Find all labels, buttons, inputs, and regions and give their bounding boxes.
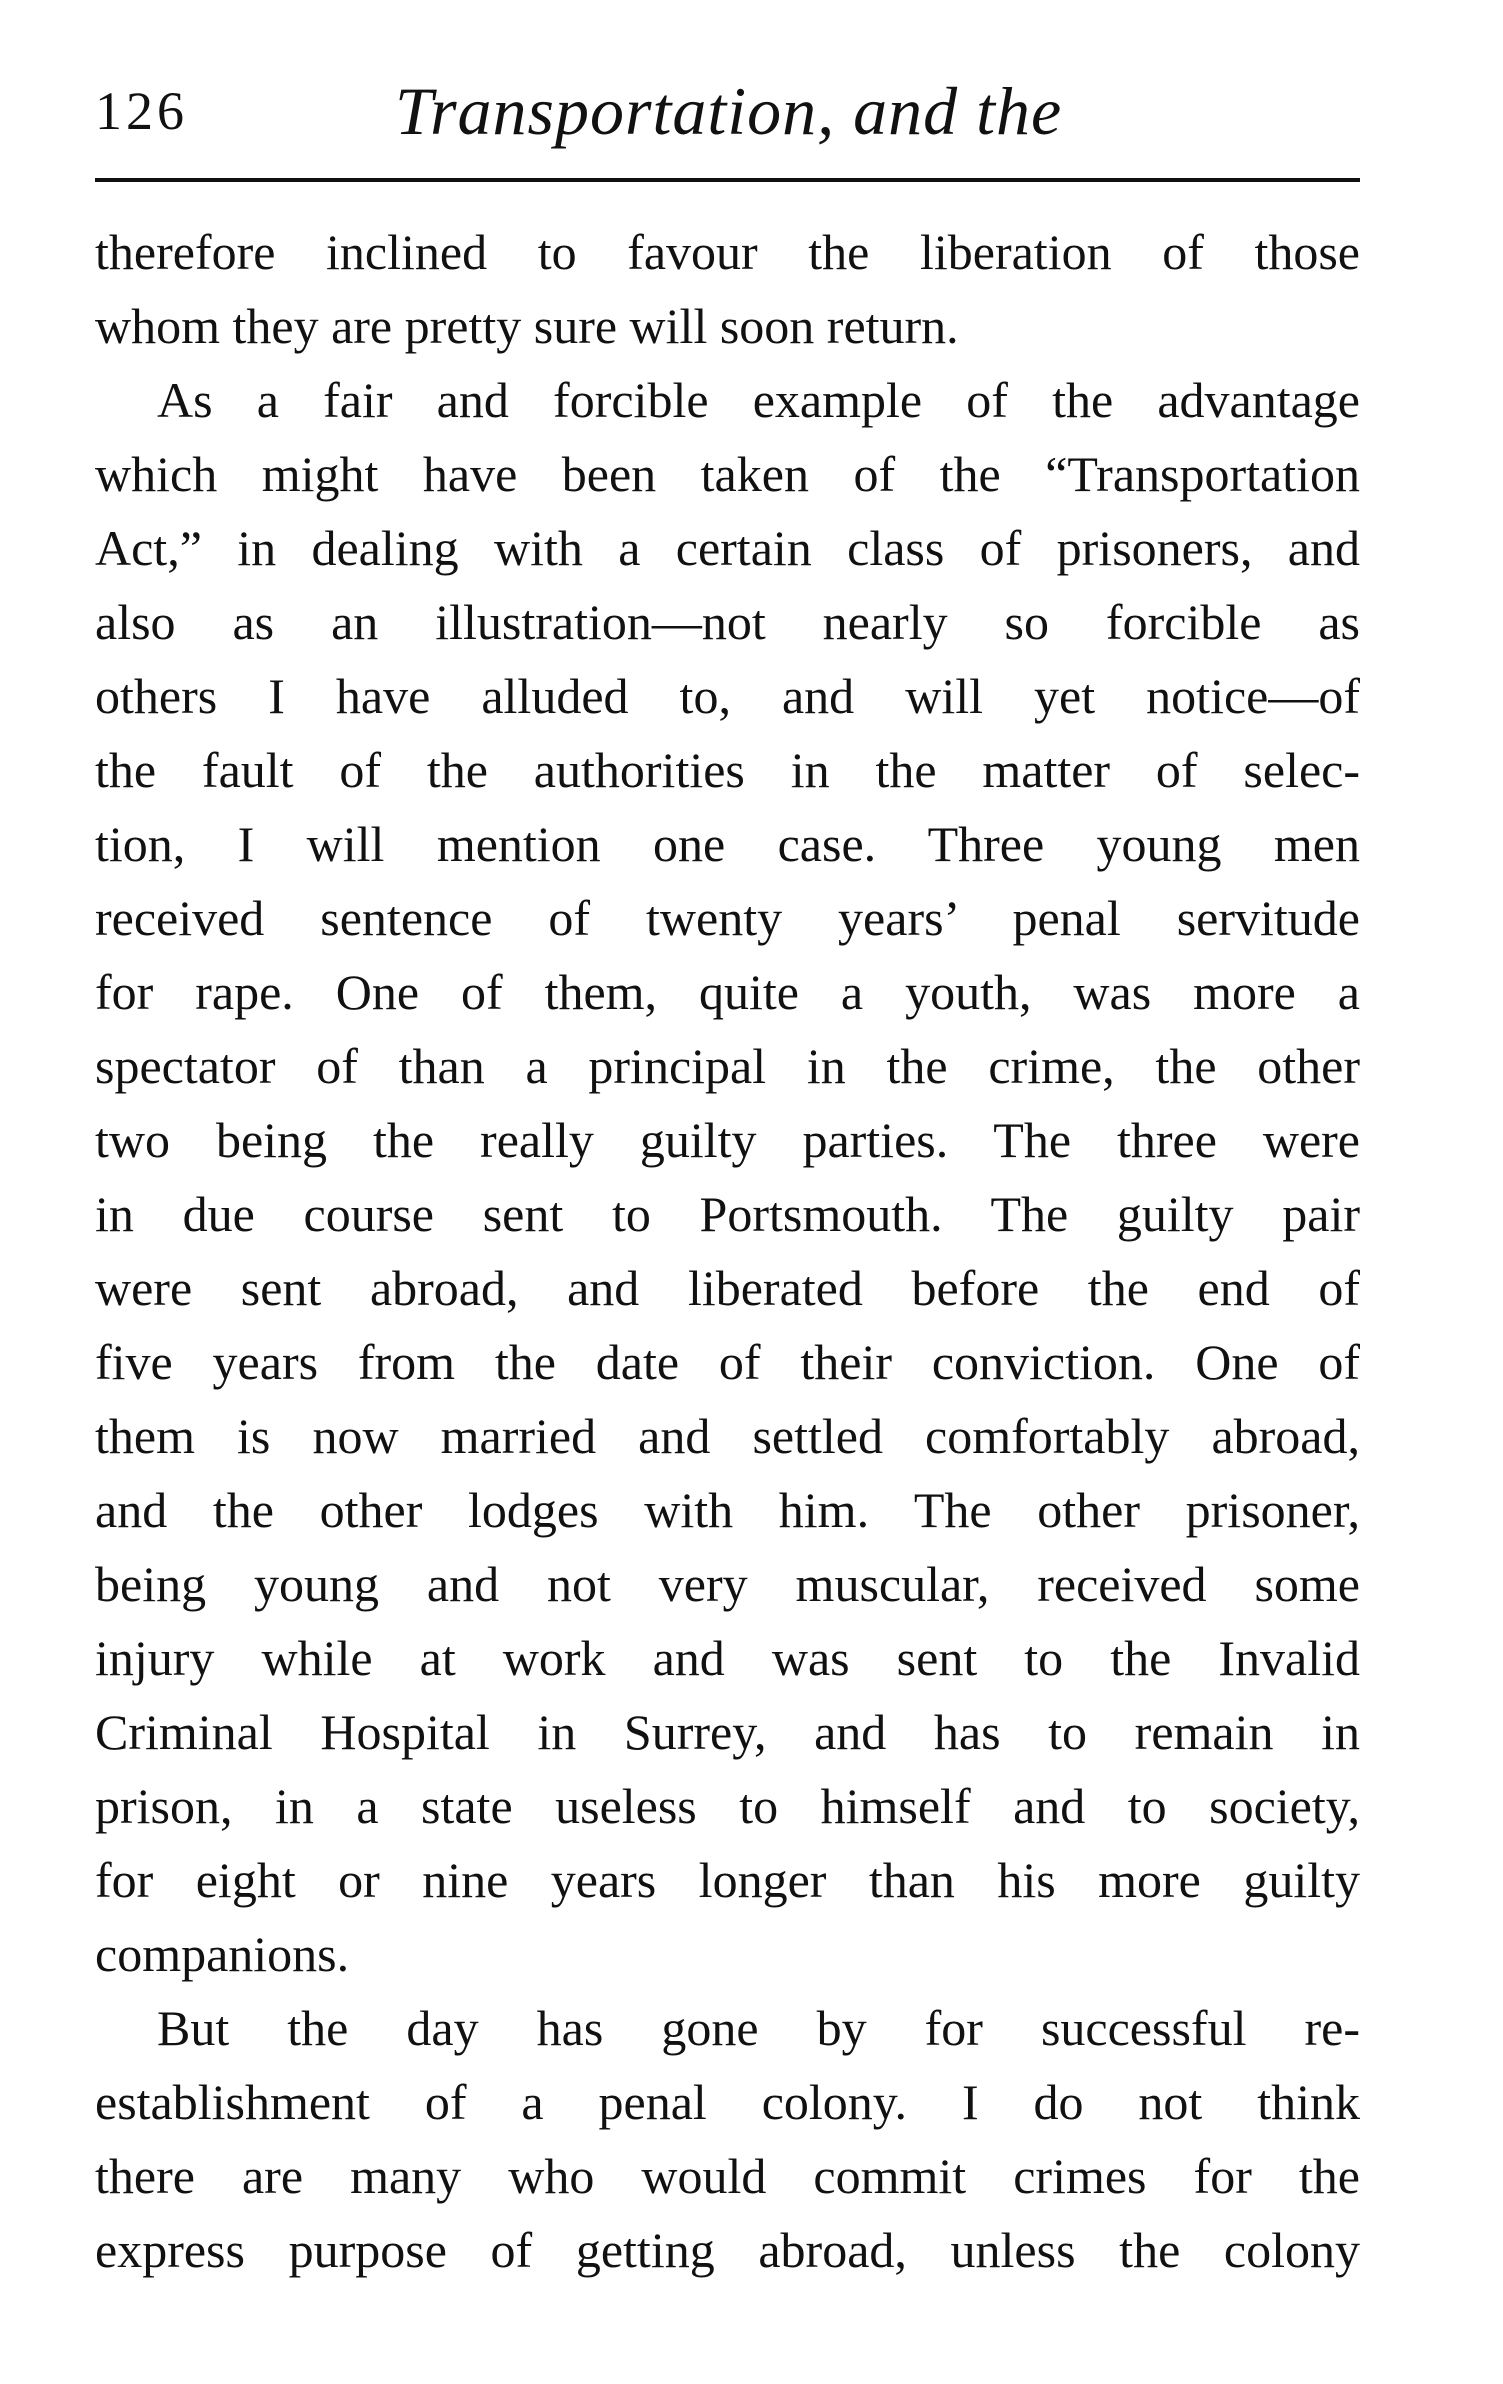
text-line: them is now married and settled comfortably abroad, [95,1408,1360,1464]
text-line: which might have been taken of the “Transportation [95,446,1360,502]
text-line: being young and not very muscular, received some [95,1556,1360,1612]
text-line: received sentence of twenty years’ penal servitude [95,890,1360,946]
text-line: companions. [95,1926,350,1982]
text-line: whom they are pretty sure will soon return. [95,298,959,354]
text-line: injury while at work and was sent to the Invalid [95,1630,1360,1686]
body-text [95,215,1360,2287]
text-line: the fault of the authorities in the matter of selec- [95,742,1360,798]
text-line: two being the really guilty parties. The three were [95,1112,1360,1168]
paragraph [95,363,1360,1991]
text-line: for eight or nine years longer than his more guilty [95,1852,1360,1908]
text-line: also as an illustration—not nearly so forcible as [95,594,1360,650]
text-line: tion, I will mention one case. Three young men [95,816,1360,872]
text-line: others I have alluded to, and will yet notice—of [95,668,1360,724]
text-line: for rape. One of them, quite a youth, was more a [95,964,1360,1020]
text-line: Act,” in dealing with a certain class of prisoners, and [95,520,1360,576]
paragraph [95,215,1360,363]
text-line: express purpose of getting abroad, unless the colony [95,2222,1360,2278]
text-line: in due course sent to Portsmouth. The guilty pair [95,1186,1360,1242]
text-line: therefore inclined to favour the liberation of those [95,224,1360,280]
text-line: Criminal Hospital in Surrey, and has to remain in [95,1704,1360,1760]
text-line: spectator of than a principal in the crime, the other [95,1038,1360,1094]
header-rule [95,178,1360,182]
text-line: five years from the date of their conviction. One of [95,1334,1360,1390]
text-line: and the other lodges with him. The other prisoner, [95,1482,1360,1538]
text-line: prison, in a state useless to himself and to society, [95,1778,1360,1834]
text-line: As a fair and forcible example of the advantage [157,372,1360,428]
text-line: But the day has gone by for successful re- [157,2000,1360,2056]
text-line: were sent abroad, and liberated before the end of [95,1260,1360,1316]
text-line: establishment of a penal colony. I do not think [95,2074,1360,2130]
running-head [95,72,1360,172]
running-title: Transportation, and the [395,73,1063,149]
page-number: 126 [95,81,188,141]
paragraph [95,1991,1360,2287]
text-line: there are many who would commit crimes for the [95,2148,1360,2204]
